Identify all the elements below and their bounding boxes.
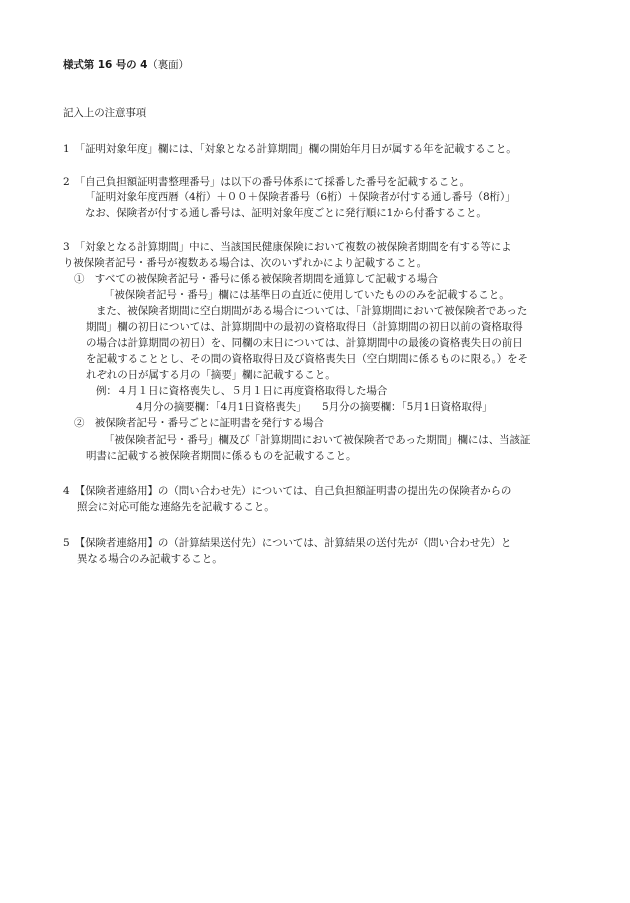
note-3-item-1-line-3: 期間」欄の初日については、計算期間中の最初の資格取得日（計算期間の初日以前の資格取得 xyxy=(86,321,523,333)
note-3-line-1: 3 「対象となる計算期間」中に、当該国民健康保険において複数の被保険者期間を有する等によ xyxy=(63,241,512,253)
note-3-item-1-line-1: 「被保険者記号・番号」欄には基準日の直近に使用していたもののみを記載すること。 xyxy=(104,289,510,301)
form-title xyxy=(63,58,189,72)
note-4-line-2: 照会に対応可能な連絡先を記載すること。 xyxy=(77,501,275,513)
note-3-item-1-title: ① すべての被保険者記号・番号に係る被保険者期間を通算して記載する場合 xyxy=(74,273,438,285)
note-3-item-1-line-4: の場合は計算期間の初日）を、同欄の末日については、計算期間中の最後の資格喪失日の前日 xyxy=(86,337,523,349)
note-3-item-1-line-6: れぞれの日が属する月の「摘要」欄に記載すること。 xyxy=(86,369,336,381)
form-number: 様式第 16 号の 4 xyxy=(63,59,148,71)
note-3-line-2: り被保険者記号・番号が複数ある場合は、次のいずれかにより記載すること。 xyxy=(63,257,427,269)
form-side: （裏面） xyxy=(147,59,189,71)
note-2-line-1: 2 「自己負担額証明書整理番号」は以下の番号体系にて採番した番号を記載すること。 xyxy=(63,176,470,188)
note-3-item-1-line-2: また、被保険者期間に空白期間がある場合については、「計算期間において被保険者であった xyxy=(96,305,528,317)
note-3-item-2-line-2: 明書に記載する被保険者期間に係るものを記載すること。 xyxy=(86,450,357,462)
note-4-line-1: 4 【保険者連絡用】の（問い合わせ先）については、自己負担額証明書の提出先の保険者からの xyxy=(63,485,512,497)
note-5-line-1: 5 【保険者連絡用】の（計算結果送付先）については、計算結果の送付先が（問い合わせ先）と xyxy=(63,537,512,549)
note-1: 1 「証明対象年度」欄には、「対象となる計算期間」欄の開始年月日が属する年を記載すること。 xyxy=(63,143,517,155)
note-3-item-2-line-1: 「被保険者記号・番号」欄及び「計算期間において被保険者であった期間」欄には、当該証 xyxy=(104,434,531,446)
note-5-line-2: 異なる場合のみ記載すること。 xyxy=(77,553,223,565)
note-3-example-line-1: 例：４月１日に資格喪失し、５月１日に再度資格取得した場合 xyxy=(96,385,388,397)
note-2-line-2: 「証明対象年度西暦（4桁）＋００＋保険者番号（6桁）＋保険者が付する通し番号（8桁）」 xyxy=(85,191,516,203)
note-3-item-1-line-5: を記載することとし、その間の資格取得日及び資格喪失日（空白期間に係るものに限る。）をそ xyxy=(86,353,528,365)
section-heading: 記入上の注意事項 xyxy=(63,107,147,119)
note-3-item-2-title: ② 被保険者記号・番号ごとに証明書を発行する場合 xyxy=(74,417,324,429)
note-2-line-3: なお、保険者が付する通し番号は、証明対象年度ごとに発行順に1から付番すること。 xyxy=(85,207,487,219)
note-3-example-line-2: 4月分の摘要欄：「4月1日資格喪失」 5月分の摘要欄：「5月1日資格取得」 xyxy=(136,401,493,413)
